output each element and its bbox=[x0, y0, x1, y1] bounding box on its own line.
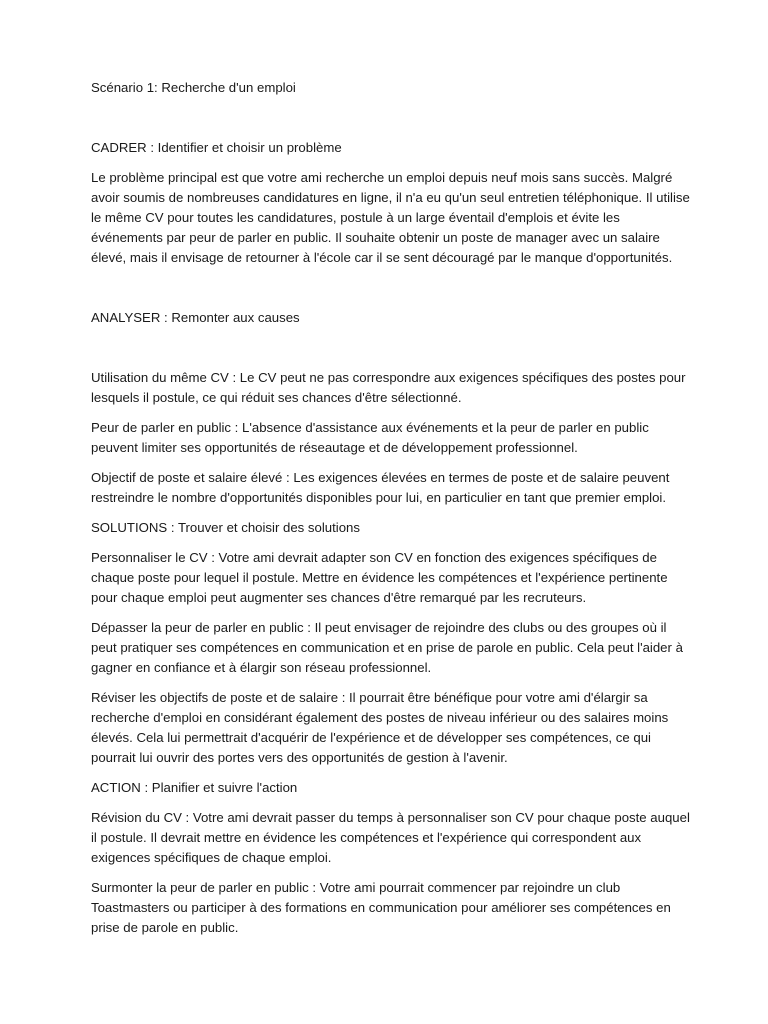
paragraph-solutions-2: Dépasser la peur de parler en public : Il peut envisager de rejoindre des clubs ou des groupes où il peut pratiquer ses compétences en communication et en prise de parole en public. Cela peut l'aider à gagner en confiance et à élargir son réseau professionnel. bbox=[91, 620, 683, 675]
paragraph-analyser-3: Objectif de poste et salaire élevé : Les exigences élevées en termes de poste et de salaire peuvent restreindre le nombre d'opportunités disponibles pour lui, en particulier en tant que premier emploi. bbox=[91, 470, 670, 505]
document-page bbox=[91, 78, 691, 948]
paragraph-action-2: Surmonter la peur de parler en public : Votre ami pourrait commencer par rejoindre un club Toastmasters ou participer à des formations en communication pour améliorer ses compétences en prise de parole en public. bbox=[91, 880, 671, 935]
paragraph-analyser-1: Utilisation du même CV : Le CV peut ne pas correspondre aux exigences spécifiques des postes pour lesquels il postule, ce qui réduit ses chances d'être sélectionné. bbox=[91, 370, 686, 405]
section-heading-action: ACTION : Planifier et suivre l'action bbox=[91, 780, 298, 795]
section-heading-solutions: SOLUTIONS : Trouver et choisir des solutions bbox=[91, 520, 360, 535]
paragraph-solutions-1: Personnaliser le CV : Votre ami devrait adapter son CV en fonction des exigences spécifiques de chaque poste pour lequel il postule. Mettre en évidence les compétences et l'expérience pertinente pour chaque emploi peut augmenter ses chances d'être remarqué par les recruteurs. bbox=[91, 550, 668, 605]
document-title: Scénario 1: Recherche d'un emploi bbox=[91, 80, 296, 95]
paragraph-cadrer: Le problème principal est que votre ami recherche un emploi depuis neuf mois sans succès. Malgré avoir soumis de nombreuses candidatures en ligne, il n'a eu qu'un seul entretien téléphonique. Il utilise le même CV pour toutes les candidatures, postule à un large éventail d'emplois et évite les événements par peur de parler en public. Il souhaite obtenir un poste de manager avec un salaire élevé, mais il envisage de retourner à l'école car il se sent découragé par le manque d'opportunités. bbox=[91, 170, 690, 265]
section-heading-analyser: ANALYSER : Remonter aux causes bbox=[91, 310, 300, 325]
paragraph-solutions-3: Réviser les objectifs de poste et de salaire : Il pourrait être bénéfique pour votre ami d'élargir sa recherche d'emploi en considérant également des postes de niveau inférieur ou des salaires moins élevés. Cela lui permettrait d'acquérir de l'expérience et de développer ses compétences, ce qui pourrait lui ouvrir des portes vers des opportunités de gestion à l'avenir. bbox=[91, 690, 669, 765]
section-heading-cadrer: CADRER : Identifier et choisir un problème bbox=[91, 140, 342, 155]
paragraph-action-1: Révision du CV : Votre ami devrait passer du temps à personnaliser son CV pour chaque poste auquel il postule. Il devrait mettre en évidence les compétences et l'expérience qui correspondent aux exigences spécifiques de chaque emploi. bbox=[91, 810, 690, 865]
paragraph-analyser-2: Peur de parler en public : L'absence d'assistance aux événements et la peur de parler en public peuvent limiter ses opportunités de réseautage et de développement professionnel. bbox=[91, 420, 649, 455]
